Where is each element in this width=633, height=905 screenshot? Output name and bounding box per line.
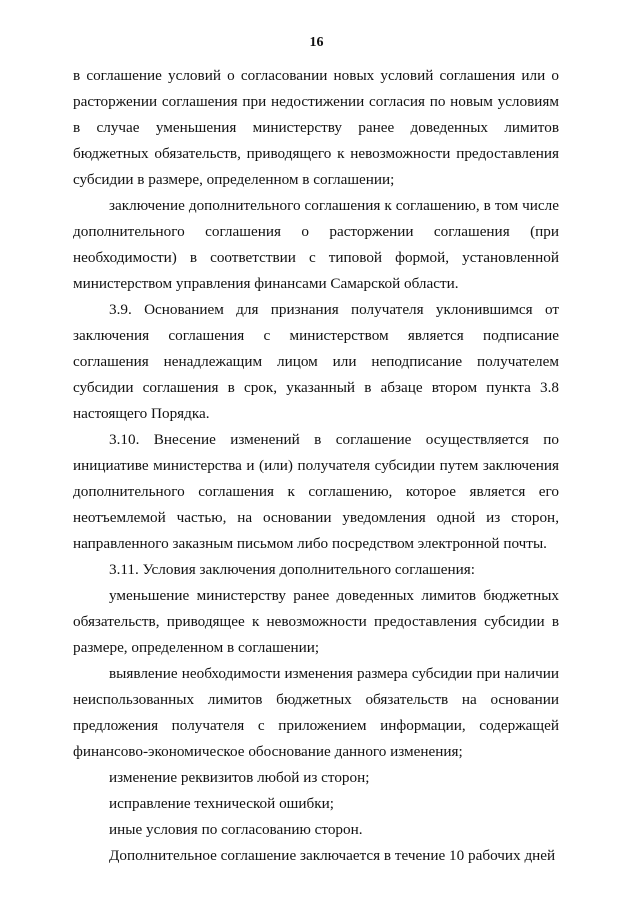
paragraph: в соглашение условий о согласовании новых условий соглашения или о расторжении соглашения при недостижении согласия по новым условиям в случае уменьшения министерству ранее доведенных лимитов бюджетных обязательств, приводящего к невозможности предоставления субсидии в размере, определенном в соглашении; <box>73 67 559 188</box>
paragraph: заключение дополнительного соглашения к соглашению, в том числе дополнительного соглашения о расторжении соглашения (при необходимости) в соответствии с типовой формой, установленной министерством управления финансами Самарской области. <box>73 197 559 292</box>
paragraph: изменение реквизитов любой из сторон; <box>109 769 370 786</box>
paragraph: иные условия по согласованию сторон. <box>109 821 363 838</box>
paragraph: исправление технической ошибки; <box>109 795 334 812</box>
paragraph: выявление необходимости изменения размера субсидии при наличии неиспользованных лимитов бюджетных обязательств на основании предложения получателя с приложением информации, содержащей финансово-экономическое обоснование данного изменения; <box>73 665 559 760</box>
page-number: 16 <box>309 35 324 50</box>
paragraph: Дополнительное соглашение заключается в течение 10 рабочих дней <box>109 847 556 864</box>
document-body <box>73 63 559 869</box>
paragraph: 3.10. Внесение изменений в соглашение осуществляется по инициативе министерства и (или) получателя субсидии путем заключения дополнительного соглашения к соглашению, которое является его неотъемлемой частью, на основании уведомления одной из сторон, направленного заказным письмом либо посредством электронной почты. <box>73 431 559 552</box>
paragraph: 3.11. Условия заключения дополнительного соглашения: <box>109 561 475 578</box>
paragraph: уменьшение министерству ранее доведенных лимитов бюджетных обязательств, приводящее к невозможности предоставления субсидии в размере, определенном в соглашении; <box>73 587 559 656</box>
paragraph: 3.9. Основанием для признания получателя уклонившимся от заключения соглашения с министерством является подписание соглашения ненадлежащим лицом или неподписание получателем субсидии соглашения в срок, указанный в абзаце втором пункта 3.8 настоящего Порядка. <box>73 301 559 422</box>
